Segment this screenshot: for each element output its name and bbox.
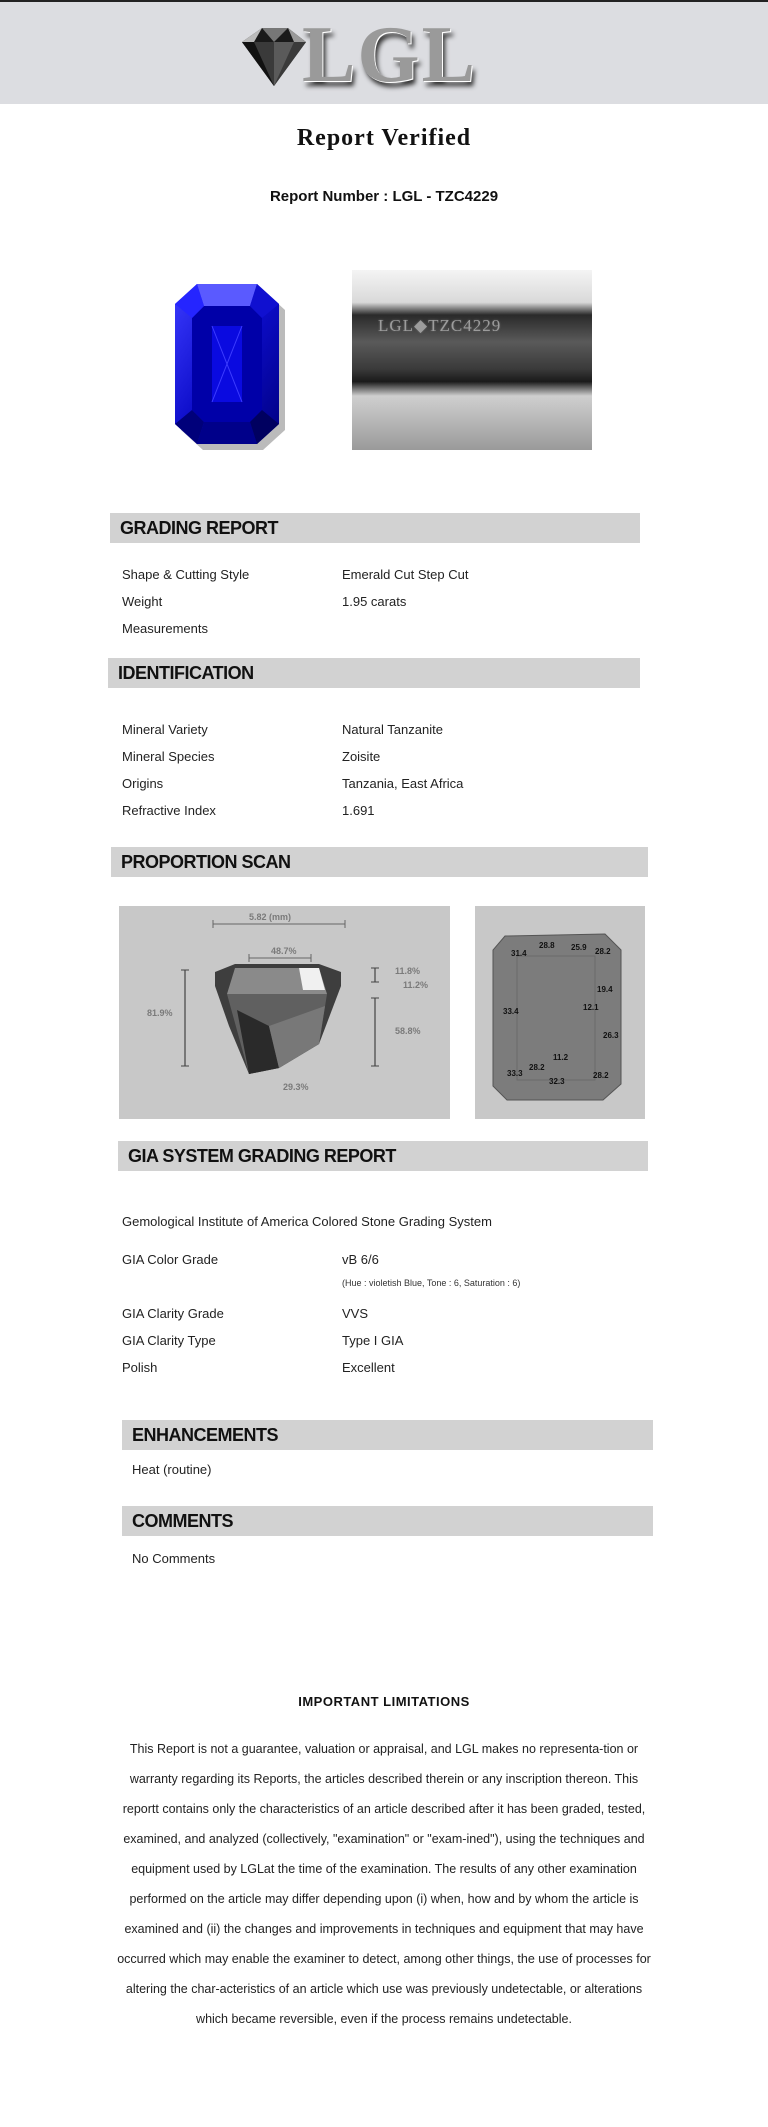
identification-row-value: 1.691 bbox=[342, 803, 375, 818]
comments-heading: COMMENTS bbox=[122, 1506, 653, 1536]
top-label-10: 33.3 bbox=[507, 1069, 523, 1078]
grading-row-label: Shape & Cutting Style bbox=[122, 567, 250, 582]
identification-row-value: Zoisite bbox=[342, 749, 381, 764]
grading-row-label: Measurements bbox=[122, 621, 208, 636]
top-label-5: 19.4 bbox=[597, 985, 613, 994]
comments-value: No Comments bbox=[132, 1551, 216, 1566]
top-label-6: 33.4 bbox=[503, 1007, 519, 1016]
enhancements-value: Heat (routine) bbox=[132, 1462, 212, 1477]
gia-row-label: Polish bbox=[122, 1360, 158, 1375]
top-label-13: 28.2 bbox=[593, 1071, 609, 1080]
gia-row-value: vB 6/6 bbox=[342, 1252, 379, 1267]
gia-row-value: Type I GIA bbox=[342, 1333, 404, 1348]
top-label-11: 28.2 bbox=[529, 1063, 545, 1072]
top-label-4: 28.2 bbox=[595, 947, 611, 956]
proportion-scan-heading: PROPORTION SCAN bbox=[111, 847, 648, 877]
limitations-body: This Report is not a guarantee, valuation or appraisal, and LGL makes no representa-tion or warranty regarding its Reports, the articles described therein or any inscription thereon. This reportt contains only the characteristics of an article described after it has been graded, tested, examined, and analyzed (collectively, "examination" or "exam-ined"), using the techniques and equipment used by LGLat the time of the examination. The results of any other examination performed on the article may differ depending upon (i) when, how and by whom the article is examined and (ii) the changes and improvements in techniques and equipment that may have occurred which may enable the examiner to detect, among other things, the use of processes for altering the char-acteristics of an article which use was previously undetectable, or alterations which became reversible, even if the process remains undetectable. bbox=[117, 1742, 651, 2026]
identification-row-label: Mineral Species bbox=[122, 749, 215, 764]
total-depth-label: 81.9% bbox=[147, 1008, 173, 1018]
top-label-12: 32.3 bbox=[549, 1077, 565, 1086]
gia-row-label: GIA Clarity Grade bbox=[122, 1306, 224, 1321]
report-number: Report Number : LGL - TZC4229 bbox=[269, 188, 499, 205]
gia-color-note: (Hue : violetish Blue, Tone : 6, Saturation : 6) bbox=[342, 1278, 521, 1288]
grading-row-value: 1.95 carats bbox=[342, 594, 407, 609]
top-label-1: 31.4 bbox=[511, 949, 527, 958]
limitations-heading: IMPORTANT LIMITATIONS bbox=[298, 1694, 470, 1709]
top-label-3: 25.9 bbox=[571, 943, 587, 952]
top-label-9: 11.2 bbox=[553, 1053, 569, 1062]
crown-b-label: 11.2% bbox=[403, 980, 429, 990]
gia-system-name: Gemological Institute of America Colored Stone Grading System bbox=[122, 1214, 492, 1229]
identification-row-value: Natural Tanzanite bbox=[342, 722, 443, 737]
culet-label: 29.3% bbox=[283, 1082, 309, 1092]
identification-row-label: Origins bbox=[122, 776, 164, 791]
enhancements-heading: ENHANCEMENTS bbox=[122, 1420, 653, 1450]
grading-report-heading: GRADING REPORT bbox=[110, 513, 640, 543]
width-label: 5.82 (mm) bbox=[249, 912, 292, 922]
gia-row-value: Excellent bbox=[342, 1360, 395, 1375]
identification-row-label: Mineral Variety bbox=[122, 722, 208, 737]
table-label: 48.7% bbox=[271, 946, 297, 956]
grading-row-label: Weight bbox=[122, 594, 163, 609]
logo-text: LGL bbox=[302, 11, 477, 99]
lgl-logo[interactable] bbox=[232, 11, 492, 99]
identification-row-value: Tanzania, East Africa bbox=[342, 776, 464, 791]
identification-heading: IDENTIFICATION bbox=[108, 658, 640, 688]
gia-heading: GIA SYSTEM GRADING REPORT bbox=[118, 1141, 648, 1171]
inscription-photo bbox=[352, 270, 592, 450]
top-view-diagram bbox=[475, 906, 645, 1119]
page-title: Report Verified bbox=[296, 125, 472, 151]
gia-row-value: VVS bbox=[342, 1306, 369, 1321]
header-band bbox=[0, 2, 768, 104]
grading-row-value: Emerald Cut Step Cut bbox=[342, 567, 469, 582]
identification-row-label: Refractive Index bbox=[122, 803, 216, 818]
top-label-2: 28.8 bbox=[539, 941, 555, 950]
gia-row-label: GIA Clarity Type bbox=[122, 1333, 216, 1348]
top-label-8: 26.3 bbox=[603, 1031, 619, 1040]
top-label-7: 12.1 bbox=[583, 1003, 599, 1012]
diamond-icon bbox=[232, 22, 312, 92]
gem-photo bbox=[134, 270, 324, 460]
profile-diagram bbox=[119, 906, 450, 1119]
inscription-text: LGL◆TZC4229 bbox=[378, 316, 502, 335]
crown-a-label: 11.8% bbox=[395, 966, 421, 976]
gia-row-label: GIA Color Grade bbox=[122, 1252, 219, 1267]
pavilion-label: 58.8% bbox=[395, 1026, 421, 1036]
